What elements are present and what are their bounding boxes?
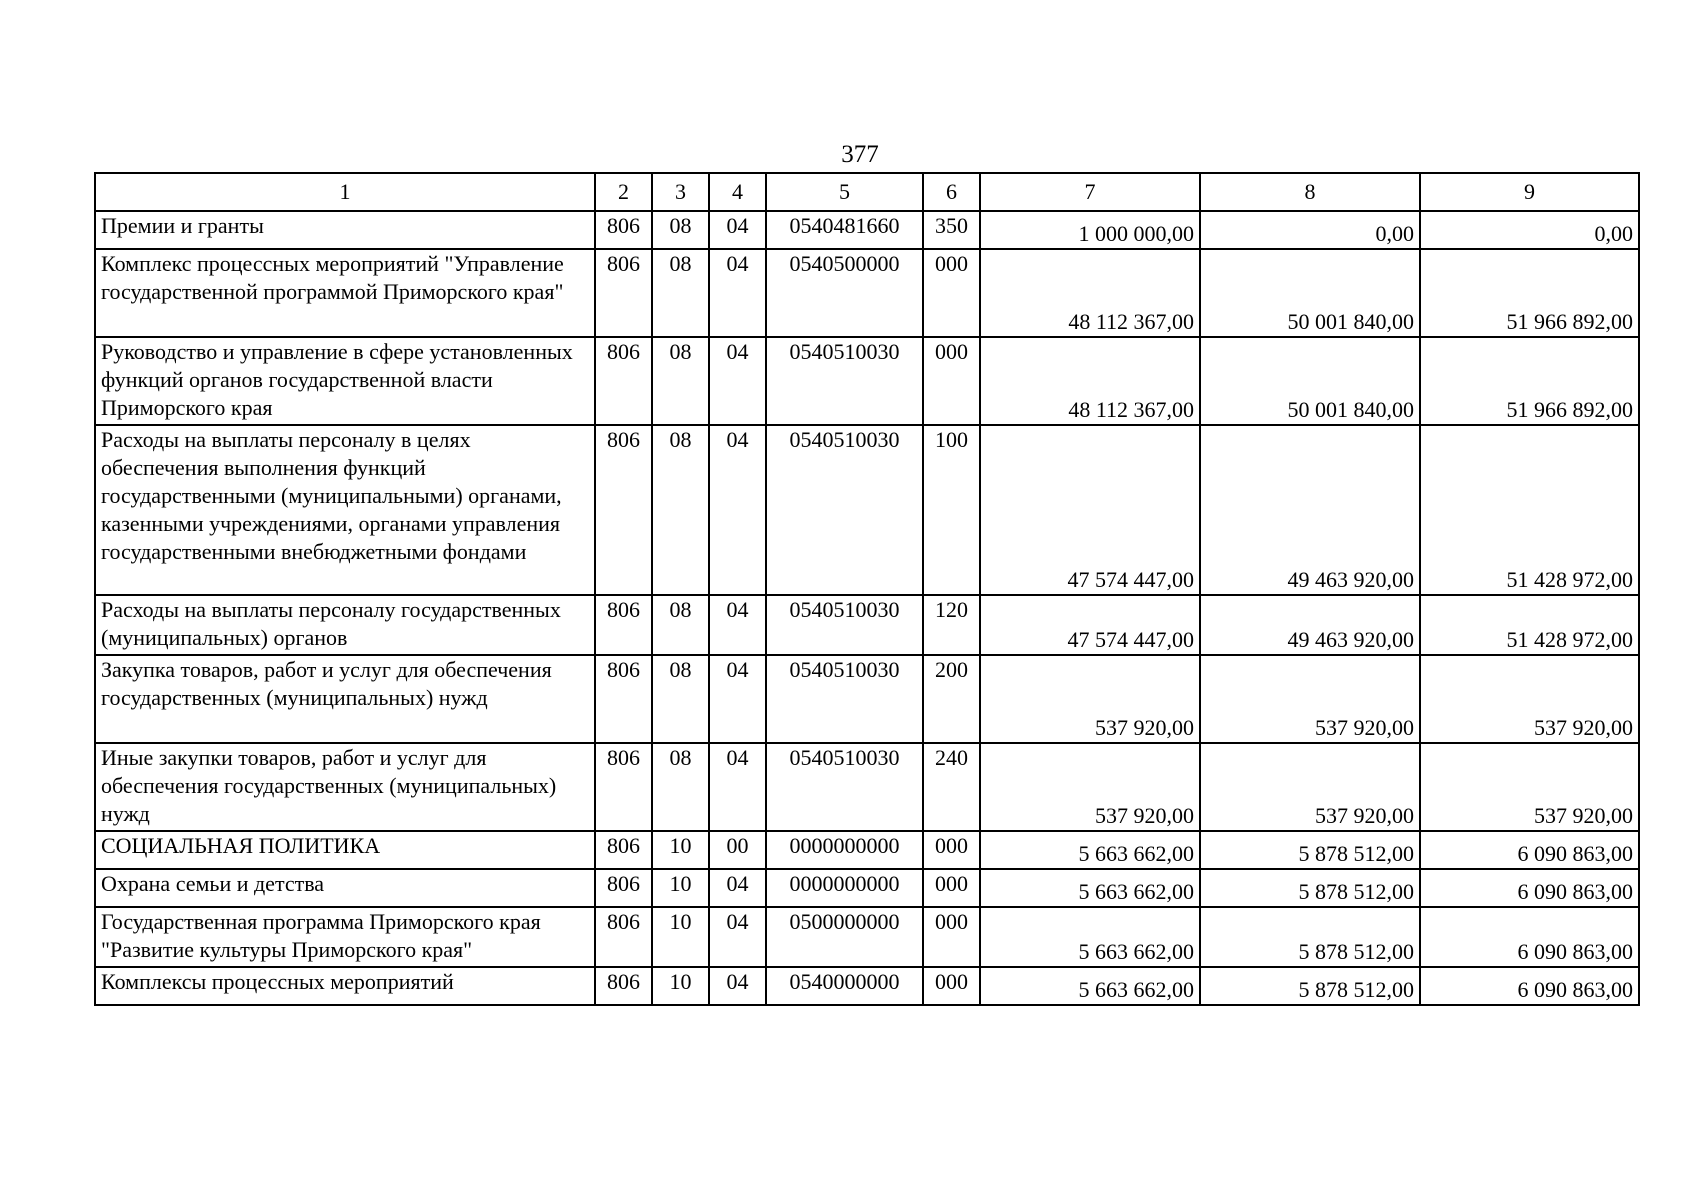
cell-amount-7: 537 920,00 — [980, 655, 1200, 743]
column-header: 9 — [1420, 173, 1639, 211]
row-name: Расходы на выплаты персоналу в целях обеспечения выполнения функций государственными (муниципальными) органами, казенными учреждениями, органами управления государственными внебюджетными фондами — [95, 425, 595, 595]
row-name: Государственная программа Приморского края "Развитие культуры Приморского края" — [95, 907, 595, 967]
cell-code-5: 0540500000 — [766, 249, 923, 337]
cell-code-4: 04 — [709, 655, 766, 743]
cell-code-2: 806 — [595, 655, 652, 743]
cell-amount-7: 48 112 367,00 — [980, 249, 1200, 337]
column-header: 4 — [709, 173, 766, 211]
cell-amount-8: 50 001 840,00 — [1200, 249, 1420, 337]
cell-code-4: 04 — [709, 595, 766, 655]
cell-code-4: 04 — [709, 425, 766, 595]
table-row — [95, 337, 1639, 425]
table-row — [95, 595, 1639, 655]
cell-code-6: 350 — [923, 211, 980, 249]
row-name: СОЦИАЛЬНАЯ ПОЛИТИКА — [95, 831, 595, 869]
table-body — [95, 211, 1639, 1005]
cell-code-5: 0000000000 — [766, 831, 923, 869]
cell-amount-9: 6 090 863,00 — [1420, 831, 1639, 869]
column-header: 2 — [595, 173, 652, 211]
cell-code-5: 0540510030 — [766, 743, 923, 831]
cell-code-6: 000 — [923, 967, 980, 1005]
cell-amount-9: 537 920,00 — [1420, 655, 1639, 743]
cell-code-5: 0540510030 — [766, 595, 923, 655]
cell-amount-8: 537 920,00 — [1200, 743, 1420, 831]
cell-amount-9: 51 428 972,00 — [1420, 595, 1639, 655]
cell-code-3: 08 — [652, 249, 709, 337]
cell-code-6: 000 — [923, 337, 980, 425]
cell-code-4: 04 — [709, 249, 766, 337]
cell-code-2: 806 — [595, 211, 652, 249]
column-header: 3 — [652, 173, 709, 211]
cell-code-2: 806 — [595, 337, 652, 425]
cell-code-5: 0540481660 — [766, 211, 923, 249]
cell-code-5: 0540510030 — [766, 655, 923, 743]
cell-amount-7: 5 663 662,00 — [980, 967, 1200, 1005]
page-number: 377 — [841, 141, 879, 168]
cell-code-4: 04 — [709, 907, 766, 967]
cell-code-5: 0540510030 — [766, 425, 923, 595]
cell-code-5: 0500000000 — [766, 907, 923, 967]
cell-code-4: 04 — [709, 869, 766, 907]
table-row — [95, 831, 1639, 869]
cell-code-6: 200 — [923, 655, 980, 743]
cell-code-6: 120 — [923, 595, 980, 655]
table-row — [95, 907, 1639, 967]
table-row — [95, 425, 1639, 595]
cell-amount-8: 5 878 512,00 — [1200, 907, 1420, 967]
cell-code-3: 08 — [652, 743, 709, 831]
cell-code-4: 04 — [709, 967, 766, 1005]
cell-amount-9: 0,00 — [1420, 211, 1639, 249]
table-row — [95, 743, 1639, 831]
cell-code-5: 0540510030 — [766, 337, 923, 425]
cell-amount-9: 537 920,00 — [1420, 743, 1639, 831]
header-row — [95, 173, 1639, 211]
cell-amount-9: 6 090 863,00 — [1420, 869, 1639, 907]
table-row — [95, 967, 1639, 1005]
column-header: 1 — [95, 173, 595, 211]
row-name: Охрана семьи и детства — [95, 869, 595, 907]
cell-amount-7: 537 920,00 — [980, 743, 1200, 831]
cell-amount-8: 50 001 840,00 — [1200, 337, 1420, 425]
table-row — [95, 869, 1639, 907]
row-name: Руководство и управление в сфере установленных функций органов государственной власти Приморского края — [95, 337, 595, 425]
cell-amount-8: 537 920,00 — [1200, 655, 1420, 743]
cell-amount-9: 51 966 892,00 — [1420, 337, 1639, 425]
cell-amount-8: 5 878 512,00 — [1200, 831, 1420, 869]
row-name: Премии и гранты — [95, 211, 595, 249]
cell-amount-7: 48 112 367,00 — [980, 337, 1200, 425]
cell-code-3: 08 — [652, 211, 709, 249]
cell-code-2: 806 — [595, 967, 652, 1005]
cell-code-2: 806 — [595, 249, 652, 337]
cell-code-3: 10 — [652, 967, 709, 1005]
row-name: Расходы на выплаты персоналу государственных (муниципальных) органов — [95, 595, 595, 655]
cell-code-3: 10 — [652, 907, 709, 967]
cell-amount-8: 5 878 512,00 — [1200, 869, 1420, 907]
cell-code-4: 04 — [709, 337, 766, 425]
cell-amount-9: 51 966 892,00 — [1420, 249, 1639, 337]
cell-code-5: 0000000000 — [766, 869, 923, 907]
cell-amount-9: 6 090 863,00 — [1420, 967, 1639, 1005]
table-row — [95, 249, 1639, 337]
cell-amount-9: 51 428 972,00 — [1420, 425, 1639, 595]
cell-code-3: 10 — [652, 831, 709, 869]
cell-code-2: 806 — [595, 831, 652, 869]
cell-code-6: 000 — [923, 831, 980, 869]
cell-amount-8: 0,00 — [1200, 211, 1420, 249]
table-row — [95, 211, 1639, 249]
column-header: 6 — [923, 173, 980, 211]
column-header: 5 — [766, 173, 923, 211]
table-header — [95, 173, 1639, 211]
cell-amount-7: 5 663 662,00 — [980, 831, 1200, 869]
cell-amount-8: 49 463 920,00 — [1200, 595, 1420, 655]
cell-code-4: 04 — [709, 211, 766, 249]
cell-code-6: 000 — [923, 869, 980, 907]
cell-code-2: 806 — [595, 743, 652, 831]
cell-code-4: 04 — [709, 743, 766, 831]
row-name: Комплекс процессных мероприятий "Управление государственной программой Приморского края" — [95, 249, 595, 337]
cell-code-2: 806 — [595, 907, 652, 967]
column-header: 8 — [1200, 173, 1420, 211]
budget-table — [94, 172, 1640, 1006]
table-row — [95, 655, 1639, 743]
cell-amount-8: 5 878 512,00 — [1200, 967, 1420, 1005]
column-header: 7 — [980, 173, 1200, 211]
cell-code-6: 000 — [923, 907, 980, 967]
cell-code-3: 10 — [652, 869, 709, 907]
cell-code-2: 806 — [595, 425, 652, 595]
cell-amount-7: 1 000 000,00 — [980, 211, 1200, 249]
cell-code-6: 000 — [923, 249, 980, 337]
cell-code-6: 240 — [923, 743, 980, 831]
row-name: Закупка товаров, работ и услуг для обеспечения государственных (муниципальных) нужд — [95, 655, 595, 743]
cell-code-2: 806 — [595, 595, 652, 655]
cell-code-5: 0540000000 — [766, 967, 923, 1005]
row-name: Иные закупки товаров, работ и услуг для обеспечения государственных (муниципальных) нужд — [95, 743, 595, 831]
cell-amount-7: 47 574 447,00 — [980, 425, 1200, 595]
cell-code-4: 00 — [709, 831, 766, 869]
cell-code-6: 100 — [923, 425, 980, 595]
cell-amount-7: 5 663 662,00 — [980, 907, 1200, 967]
cell-amount-8: 49 463 920,00 — [1200, 425, 1420, 595]
cell-code-3: 08 — [652, 595, 709, 655]
cell-amount-7: 5 663 662,00 — [980, 869, 1200, 907]
cell-amount-7: 47 574 447,00 — [980, 595, 1200, 655]
cell-code-2: 806 — [595, 869, 652, 907]
cell-code-3: 08 — [652, 337, 709, 425]
cell-amount-9: 6 090 863,00 — [1420, 907, 1639, 967]
row-name: Комплексы процессных мероприятий — [95, 967, 595, 1005]
cell-code-3: 08 — [652, 425, 709, 595]
cell-code-3: 08 — [652, 655, 709, 743]
